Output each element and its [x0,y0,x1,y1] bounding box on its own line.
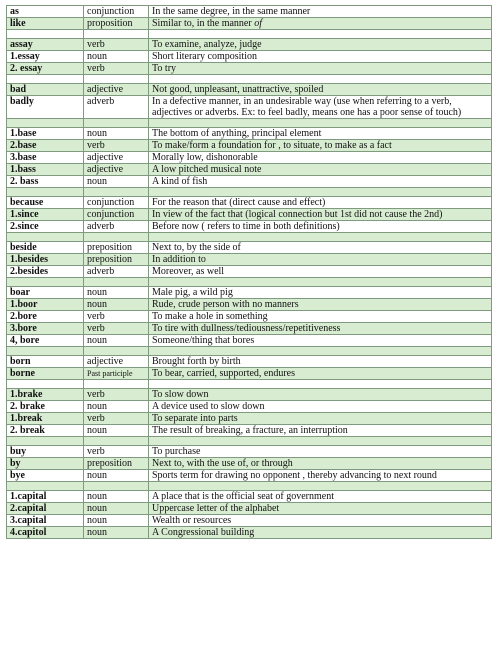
spacer-row [7,233,492,242]
definition-text: Male pig, a wild pig [152,287,233,298]
part-of-speech-cell: noun [84,401,149,413]
part-of-speech-cell: adverb [84,221,149,233]
word-cell: like [7,18,84,30]
definition-text: Moreover, as well [152,266,225,277]
definition-cell [149,323,492,335]
word-cell: 3.capital [7,515,84,527]
spacer-cell [7,233,84,242]
word-cell: because [7,197,84,209]
table-row [7,63,492,75]
spacer-cell [149,30,492,39]
spacer-cell [84,437,149,446]
definition-cell [149,164,492,176]
homophone-table-body [7,6,492,539]
part-of-speech-cell: noun [84,335,149,347]
table-row [7,221,492,233]
part-of-speech-cell: verb [84,311,149,323]
spacer-cell [84,30,149,39]
part-of-speech-cell: adverb [84,266,149,278]
definition-text: Short literary composition [152,51,257,62]
word-cell: 2. break [7,425,84,437]
part-of-speech-cell: adverb [84,96,149,119]
table-row [7,209,492,221]
part-of-speech-cell: verb [84,63,149,75]
spacer-cell [7,75,84,84]
homophone-table [6,5,492,539]
word-cell: 2.bore [7,311,84,323]
part-of-speech-cell: verb [84,140,149,152]
table-row [7,401,492,413]
definition-cell [149,356,492,368]
spacer-cell [84,233,149,242]
definition-cell [149,140,492,152]
table-row [7,515,492,527]
spacer-row [7,75,492,84]
table-row [7,389,492,401]
spacer-cell [7,188,84,197]
table-row [7,458,492,470]
table-row [7,368,492,380]
definition-text: Rude, crude person with no manners [152,299,299,310]
spacer-cell [149,278,492,287]
word-cell: borne [7,368,84,380]
definition-text: Not good, unpleasant, unattractive, spoiled [152,84,324,95]
spacer-cell [7,347,84,356]
definition-text: Morally low, dishonorable [152,152,258,163]
definition-text: In addition to [152,254,206,265]
part-of-speech-cell: proposition [84,18,149,30]
definition-text: To make/form a foundation for , to situate, to make as a fact [152,140,392,151]
table-row [7,311,492,323]
spacer-cell [149,75,492,84]
word-cell: 2.capital [7,503,84,515]
part-of-speech-cell: conjunction [84,197,149,209]
table-row [7,491,492,503]
word-cell: 3.base [7,152,84,164]
definition-text: A low pitched musical note [152,164,262,175]
definition-cell [149,266,492,278]
word-cell: bye [7,470,84,482]
part-of-speech-cell: conjunction [84,6,149,18]
definition-cell [149,152,492,164]
definition-text: In a defective manner, in an undesirable way (use when referring to a verb, adjectives or adverbs. Ex: to feel badly, means one has a poor sense of touch) [152,96,462,118]
part-of-speech-cell: adjective [84,164,149,176]
word-cell: buy [7,446,84,458]
word-cell: 4.capitol [7,527,84,539]
definition-cell [149,6,492,18]
word-cell: beside [7,242,84,254]
spacer-cell [149,380,492,389]
definition-text: To bear, carried, supported, endures [152,368,296,379]
word-cell: 2. bass [7,176,84,188]
definition-cell [149,515,492,527]
table-row [7,425,492,437]
word-cell: as [7,6,84,18]
table-row [7,176,492,188]
word-cell: 2.since [7,221,84,233]
table-row [7,164,492,176]
definition-text: To tire with dullness/tediousness/repetitiveness [152,323,341,334]
word-cell: 2. essay [7,63,84,75]
table-row [7,335,492,347]
spacer-row [7,188,492,197]
word-cell: 1.brake [7,389,84,401]
definition-text: Someone/thing that bores [152,335,255,346]
table-row [7,152,492,164]
spacer-cell [84,278,149,287]
part-of-speech-cell: noun [84,470,149,482]
table-row [7,197,492,209]
spacer-cell [84,119,149,128]
spacer-cell [7,30,84,39]
word-cell: 1.boor [7,299,84,311]
definition-text: To purchase [152,446,201,457]
definition-text: A device used to slow down [152,401,265,412]
spacer-row [7,278,492,287]
word-cell: 4, bore [7,335,84,347]
definition-cell [149,18,492,30]
table-row [7,527,492,539]
definition-text: To make a hole in something [152,311,268,322]
part-of-speech-cell: noun [84,299,149,311]
table-row [7,84,492,96]
definition-cell [149,242,492,254]
part-of-speech-cell: verb [84,323,149,335]
definition-text: Wealth or resources [152,515,232,526]
definition-cell [149,311,492,323]
definition-cell [149,39,492,51]
spacer-cell [84,75,149,84]
table-row [7,6,492,18]
word-cell: 1.essay [7,51,84,63]
table-row [7,128,492,140]
word-cell: 1.break [7,413,84,425]
definition-cell [149,63,492,75]
table-row [7,96,492,119]
word-cell: 1.bass [7,164,84,176]
definition-cell [149,335,492,347]
definition-cell [149,503,492,515]
definition-text: To examine, analyze, judge [152,39,262,50]
part-of-speech-cell: preposition [84,242,149,254]
definition-cell [149,299,492,311]
word-cell: 2. brake [7,401,84,413]
part-of-speech-cell: adjective [84,84,149,96]
part-of-speech-cell: preposition [84,254,149,266]
spacer-cell [84,482,149,491]
table-row [7,18,492,30]
spacer-row [7,380,492,389]
definition-cell [149,368,492,380]
table-row [7,242,492,254]
definition-text: The result of breaking, a fracture, an interruption [152,425,348,436]
definition-cell [149,389,492,401]
word-cell: boar [7,287,84,299]
table-row [7,503,492,515]
part-of-speech-cell: noun [84,176,149,188]
word-cell: 1.base [7,128,84,140]
definition-text: To try [152,63,177,74]
spacer-cell [84,380,149,389]
table-row [7,356,492,368]
table-row [7,287,492,299]
definition-text: A Congressional building [152,527,255,538]
spacer-cell [7,278,84,287]
table-row [7,446,492,458]
definition-text: For the reason that (direct cause and effect) [152,197,326,208]
part-of-speech-cell: adjective [84,356,149,368]
definition-cell [149,128,492,140]
spacer-cell [7,119,84,128]
definition-text: The bottom of anything, principal element [152,128,322,139]
word-cell: badly [7,96,84,119]
word-cell: 1.capital [7,491,84,503]
definition-cell [149,470,492,482]
definition-text: Next to, with the use of, or through [152,458,293,469]
table-row [7,266,492,278]
word-cell: 1.besides [7,254,84,266]
table-row [7,51,492,63]
definition-text: Next to, by the side of [152,242,241,253]
spacer-row [7,437,492,446]
table-row [7,470,492,482]
word-cell: born [7,356,84,368]
spacer-row [7,482,492,491]
table-row [7,323,492,335]
spacer-row [7,347,492,356]
spacer-cell [149,347,492,356]
definition-cell [149,176,492,188]
word-cell: 1.since [7,209,84,221]
definition-text: A place that is the official seat of government [152,491,334,502]
spacer-cell [149,233,492,242]
word-cell: assay [7,39,84,51]
word-cell: 2.base [7,140,84,152]
definition-cell [149,96,492,119]
spacer-cell [7,380,84,389]
definition-cell [149,425,492,437]
spacer-cell [149,188,492,197]
table-row [7,254,492,266]
definition-text: Similar to, in the manner [152,18,255,29]
spacer-cell [149,119,492,128]
part-of-speech-cell: verb [84,39,149,51]
definition-cell [149,221,492,233]
table-row [7,39,492,51]
definition-text: Brought forth by birth [152,356,241,367]
word-cell: 2.besides [7,266,84,278]
spacer-cell [149,482,492,491]
definition-text: Uppercase letter of the alphabet [152,503,280,514]
definition-cell [149,491,492,503]
table-row [7,413,492,425]
spacer-cell [149,437,492,446]
definition-text: Sports term for drawing no opponent , thereby advancing to next round [152,470,437,481]
spacer-cell [7,482,84,491]
definition-text: In view of the fact that (logical connection but 1st did not cause the 2nd) [152,209,443,220]
spacer-cell [84,347,149,356]
definition-text: Before now ( refers to time in both definitions) [152,221,340,232]
definition-cell [149,84,492,96]
definition-cell [149,51,492,63]
part-of-speech-cell: preposition [84,458,149,470]
word-cell: 3.bore [7,323,84,335]
part-of-speech-cell: noun [84,527,149,539]
part-of-speech-cell: noun [84,425,149,437]
definition-cell [149,287,492,299]
word-cell: by [7,458,84,470]
definition-text: In the same degree, in the same manner [152,6,311,17]
table-row [7,299,492,311]
part-of-speech-cell: Past participle [84,368,149,380]
part-of-speech-cell: verb [84,389,149,401]
part-of-speech-cell: adjective [84,152,149,164]
table-row [7,140,492,152]
definition-text: To separate into parts [152,413,238,424]
definition-text: A kind of fish [152,176,208,187]
spacer-row [7,119,492,128]
definition-cell [149,254,492,266]
part-of-speech-cell: noun [84,287,149,299]
part-of-speech-cell: noun [84,491,149,503]
part-of-speech-cell: verb [84,446,149,458]
definition-cell [149,446,492,458]
spacer-cell [84,188,149,197]
definition-cell [149,401,492,413]
part-of-speech-cell: noun [84,128,149,140]
part-of-speech-cell: conjunction [84,209,149,221]
word-cell: bad [7,84,84,96]
definition-cell [149,197,492,209]
definition-cell [149,209,492,221]
part-of-speech-cell: verb [84,413,149,425]
definition-cell [149,413,492,425]
part-of-speech-cell: noun [84,51,149,63]
definition-text: To slow down [152,389,209,400]
definition-emphasis: of [254,18,262,29]
spacer-row [7,30,492,39]
definition-cell [149,458,492,470]
part-of-speech-cell: noun [84,515,149,527]
part-of-speech-cell: noun [84,503,149,515]
spacer-cell [7,437,84,446]
definition-cell [149,527,492,539]
